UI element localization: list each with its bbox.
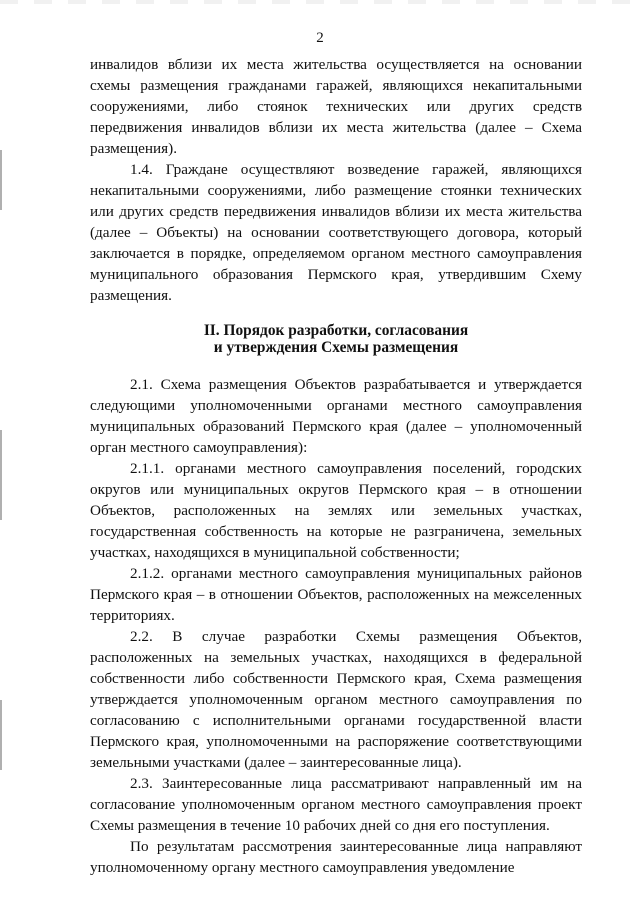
- page-number: 2: [316, 30, 324, 46]
- section-heading: [90, 322, 582, 356]
- paragraph-2-1-2: 2.1.2. органами местного самоуправления муниципальных районов Пермского края – в отношении Объектов, расположенных на межселенных территориях.: [90, 565, 582, 624]
- paragraph-1-4: 1.4. Граждане осуществляют возведение гаражей, являющихся некапитальными сооружениями, либо размещение стоянки технических или других средств передвижения инвалидов вблизи их места жительства (далее – Объекты) на основании соответствующего договора, который заключается в порядке, определяемом органом местного самоуправления муниципального образования Пермского края, утвердившим Схему размещения.: [90, 161, 582, 304]
- paragraph-results: По результатам рассмотрения заинтересованные лица направляют уполномоченному органу местного самоуправления уведомление: [90, 838, 582, 876]
- paragraph-continuation: инвалидов вблизи их места жительства осуществляется на основании схемы размещения гражданами гаражей, являющихся некапитальными сооружениями, либо стоянок технических или других средств передвижения инвалидов вблизи их места жительства (далее – Схема размещения).: [90, 56, 582, 157]
- paragraph-2-3: 2.3. Заинтересованные лица рассматривают направленный им на согласование уполномоченным органом местного самоуправления проект Схемы размещения в течение 10 рабочих дней со дня его поступления.: [90, 775, 582, 834]
- scan-edge-mark: [0, 700, 2, 770]
- paragraph-2-1-1: 2.1.1. органами местного самоуправления поселений, городских округов или муниципальных округов Пермского края – в отношении Объектов, расположенных на землях или земельных участках, государственная собственность на которые не разграничена, земельных участках, находящихся в муниципальной собственности;: [90, 460, 582, 561]
- document-body: [90, 54, 582, 878]
- paragraph-2-2: 2.2. В случае разработки Схемы размещения Объектов, расположенных на земельных участках, находящихся в федеральной собственности либо собственности Пермского края, Схема размещения утверждается уполномоченным органом местного самоуправления по согласованию с исполнительными органами государственной власти Пермского края, уполномоченными на распоряжение соответствующими земельными участками (далее – заинтересованные лица).: [90, 628, 582, 771]
- paragraph-2-1: 2.1. Схема размещения Объектов разрабатывается и утверждается следующими уполномоченными органами местного самоуправления муниципальных образований Пермского края (далее – уполномоченный орган местного самоуправления):: [90, 376, 582, 456]
- scan-top-edge: [0, 0, 640, 4]
- scan-edge-mark: [0, 430, 2, 520]
- section-heading-line-1: II. Порядок разработки, согласования: [203, 322, 469, 339]
- scan-edge-mark: [0, 150, 2, 210]
- section-heading-line-2: и утверждения Схемы размещения: [213, 339, 459, 356]
